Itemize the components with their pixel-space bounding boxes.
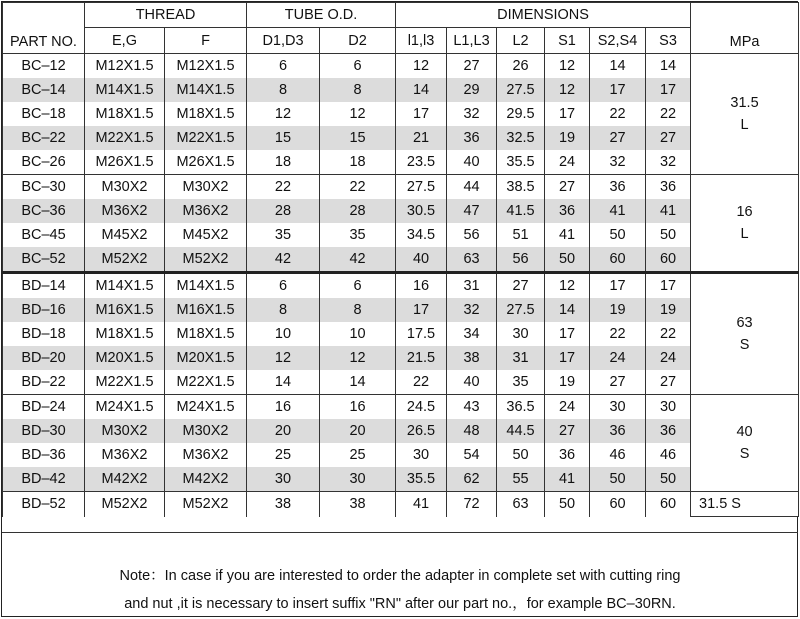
value-cell: M22X1.5 — [165, 126, 247, 150]
value-cell: 15 — [320, 126, 396, 150]
part-number-cell: BC–12 — [3, 54, 85, 79]
value-cell: 41 — [590, 199, 646, 223]
value-cell: 27 — [447, 54, 497, 79]
value-cell: 62 — [447, 467, 497, 492]
pressure-value: 31.5 — [699, 496, 728, 512]
value-cell: 35 — [497, 370, 545, 395]
value-cell: 25 — [247, 443, 320, 467]
value-cell: 16 — [396, 273, 447, 299]
value-cell: 36 — [646, 419, 691, 443]
table-row — [3, 298, 799, 322]
value-cell: 36.5 — [497, 395, 545, 420]
value-cell: 38 — [320, 492, 396, 517]
value-cell: 25 — [320, 443, 396, 467]
value-cell: 26.5 — [396, 419, 447, 443]
value-cell: 34 — [447, 322, 497, 346]
value-cell: 56 — [497, 247, 545, 273]
value-cell: M30X2 — [165, 419, 247, 443]
value-cell: 17 — [545, 322, 590, 346]
pressure-cell — [691, 54, 799, 175]
pressure-value: 16 — [736, 204, 753, 220]
value-cell: 20 — [320, 419, 396, 443]
value-cell: M36X2 — [85, 199, 165, 223]
value-cell: 27 — [646, 370, 691, 395]
value-cell: 36 — [646, 175, 691, 200]
value-cell: 29 — [447, 78, 497, 102]
table-row — [3, 419, 799, 443]
value-cell: 30 — [497, 322, 545, 346]
value-cell: 60 — [646, 247, 691, 273]
value-cell: M30X2 — [165, 175, 247, 200]
value-cell: 41 — [545, 467, 590, 492]
pressure-cell — [691, 395, 799, 492]
table-row — [3, 395, 799, 420]
value-cell: M20X1.5 — [165, 346, 247, 370]
value-cell: 60 — [590, 247, 646, 273]
value-cell: M26X1.5 — [165, 150, 247, 175]
value-cell: 8 — [247, 78, 320, 102]
value-cell: 38.5 — [497, 175, 545, 200]
spec-sheet — [1, 1, 798, 617]
header-l1-l3: L1,L3 — [447, 28, 497, 54]
value-cell: 50 — [590, 467, 646, 492]
value-cell: 60 — [590, 492, 646, 517]
part-number-cell: BC–26 — [3, 150, 85, 175]
value-cell: 38 — [447, 346, 497, 370]
value-cell: 46 — [646, 443, 691, 467]
value-cell: 12 — [320, 102, 396, 126]
value-cell: 63 — [447, 247, 497, 273]
value-cell: 12 — [545, 78, 590, 102]
value-cell: 14 — [320, 370, 396, 395]
pressure-value: 40 — [736, 424, 753, 440]
header-d1-d3: D1,D3 — [247, 28, 320, 54]
value-cell: 21 — [396, 126, 447, 150]
value-cell: 31 — [447, 273, 497, 299]
header-dimensions: DIMENSIONS — [396, 3, 691, 28]
value-cell: 6 — [320, 54, 396, 79]
value-cell: 26 — [497, 54, 545, 79]
value-cell: 19 — [590, 298, 646, 322]
value-cell: M16X1.5 — [165, 298, 247, 322]
value-cell: M52X2 — [165, 247, 247, 273]
value-cell: 12 — [320, 346, 396, 370]
value-cell: 40 — [447, 150, 497, 175]
value-cell: 20 — [247, 419, 320, 443]
value-cell: M24X1.5 — [85, 395, 165, 420]
value-cell: 17.5 — [396, 322, 447, 346]
value-cell: 16 — [247, 395, 320, 420]
value-cell: 16 — [320, 395, 396, 420]
value-cell: M45X2 — [165, 223, 247, 247]
value-cell: M14X1.5 — [85, 273, 165, 299]
value-cell: 72 — [447, 492, 497, 517]
part-number-cell: BC–14 — [3, 78, 85, 102]
value-cell: 41.5 — [497, 199, 545, 223]
part-number-cell: BD–14 — [3, 273, 85, 299]
pressure-cell — [691, 175, 799, 273]
value-cell: M14X1.5 — [165, 78, 247, 102]
value-cell: 44.5 — [497, 419, 545, 443]
value-cell: 40 — [396, 247, 447, 273]
table-row — [3, 467, 799, 492]
value-cell: 35.5 — [396, 467, 447, 492]
value-cell: 22 — [247, 175, 320, 200]
value-cell: 27.5 — [396, 175, 447, 200]
value-cell: 12 — [545, 54, 590, 79]
value-cell: 17 — [396, 102, 447, 126]
value-cell: 56 — [447, 223, 497, 247]
value-cell: 36 — [590, 419, 646, 443]
value-cell: 41 — [545, 223, 590, 247]
value-cell: 12 — [396, 54, 447, 79]
value-cell: M42X2 — [85, 467, 165, 492]
value-cell: 36 — [447, 126, 497, 150]
value-cell: 54 — [447, 443, 497, 467]
value-cell: 12 — [545, 273, 590, 299]
value-cell: 17 — [545, 346, 590, 370]
value-cell: 50 — [590, 223, 646, 247]
header-mpa: MPa — [691, 3, 799, 54]
value-cell: 50 — [497, 443, 545, 467]
value-cell: 44 — [447, 175, 497, 200]
value-cell: M30X2 — [85, 419, 165, 443]
part-number-cell: BC–52 — [3, 247, 85, 273]
part-number-cell: BC–36 — [3, 199, 85, 223]
table-row — [3, 273, 799, 299]
value-cell: 14 — [590, 54, 646, 79]
value-cell: M24X1.5 — [165, 395, 247, 420]
value-cell: 22 — [646, 102, 691, 126]
value-cell: 24 — [545, 395, 590, 420]
value-cell: 36 — [545, 199, 590, 223]
value-cell: 50 — [545, 247, 590, 273]
header-part-no: PART NO. — [3, 3, 85, 54]
value-cell: 14 — [247, 370, 320, 395]
part-number-cell: BD–52 — [3, 492, 85, 517]
value-cell: 30 — [396, 443, 447, 467]
part-number-cell: BD–18 — [3, 322, 85, 346]
header-l1-l3-lower: l1,l3 — [396, 28, 447, 54]
value-cell: 50 — [646, 467, 691, 492]
value-cell: 22 — [590, 322, 646, 346]
value-cell: 47 — [447, 199, 497, 223]
value-cell: 12 — [247, 346, 320, 370]
fitting-series: L — [740, 226, 749, 242]
value-cell: 21.5 — [396, 346, 447, 370]
value-cell: 17 — [646, 273, 691, 299]
table-row — [3, 150, 799, 175]
value-cell: 32 — [590, 150, 646, 175]
value-cell: 32.5 — [497, 126, 545, 150]
value-cell: M12X1.5 — [85, 54, 165, 79]
value-cell: 10 — [320, 322, 396, 346]
value-cell: 30 — [247, 467, 320, 492]
fitting-series: L — [740, 117, 749, 133]
value-cell: 24.5 — [396, 395, 447, 420]
fitting-series: S — [739, 446, 750, 462]
value-cell: 32 — [447, 298, 497, 322]
value-cell: 22 — [396, 370, 447, 395]
part-number-cell: BD–16 — [3, 298, 85, 322]
table-row — [3, 102, 799, 126]
table-row — [3, 443, 799, 467]
value-cell: 14 — [646, 54, 691, 79]
value-cell: 24 — [545, 150, 590, 175]
fitting-series: S — [731, 496, 741, 512]
note-box — [2, 532, 798, 617]
value-cell: 46 — [590, 443, 646, 467]
header-l2: L2 — [497, 28, 545, 54]
value-cell: M20X1.5 — [85, 346, 165, 370]
table-row — [3, 78, 799, 102]
part-number-cell: BC–22 — [3, 126, 85, 150]
adapter-spec-table — [2, 2, 799, 517]
value-cell: M14X1.5 — [85, 78, 165, 102]
table-row — [3, 175, 799, 200]
value-cell: 10 — [247, 322, 320, 346]
value-cell: 51 — [497, 223, 545, 247]
value-cell: 32 — [646, 150, 691, 175]
value-cell: 30 — [590, 395, 646, 420]
value-cell: 19 — [545, 370, 590, 395]
value-cell: M45X2 — [85, 223, 165, 247]
part-number-cell: BD–36 — [3, 443, 85, 467]
pressure-value: 31.5 — [730, 95, 759, 111]
value-cell: 31 — [497, 346, 545, 370]
value-cell: M30X2 — [85, 175, 165, 200]
value-cell: 50 — [646, 223, 691, 247]
value-cell: 27 — [590, 370, 646, 395]
value-cell: 22 — [590, 102, 646, 126]
table-row — [3, 126, 799, 150]
value-cell: 35.5 — [497, 150, 545, 175]
value-cell: 27 — [646, 126, 691, 150]
value-cell: 15 — [247, 126, 320, 150]
part-number-cell: BD–24 — [3, 395, 85, 420]
part-number-cell: BD–20 — [3, 346, 85, 370]
value-cell: 14 — [396, 78, 447, 102]
header-s1: S1 — [545, 28, 590, 54]
part-number-cell: BD–42 — [3, 467, 85, 492]
value-cell: 40 — [447, 370, 497, 395]
value-cell: M18X1.5 — [85, 322, 165, 346]
header-f: F — [165, 28, 247, 54]
part-number-cell: BD–22 — [3, 370, 85, 395]
note-line-2: and nut ,it is necessary to insert suffix "RN" after our part no.，for example BC–30RN. — [124, 596, 676, 612]
value-cell: M42X2 — [165, 467, 247, 492]
value-cell: 27 — [497, 273, 545, 299]
table-row — [3, 492, 799, 517]
value-cell: 6 — [320, 273, 396, 299]
value-cell: 28 — [320, 199, 396, 223]
value-cell: 30 — [646, 395, 691, 420]
table-row — [3, 54, 799, 79]
value-cell: M22X1.5 — [85, 370, 165, 395]
spec-table-body — [3, 54, 799, 517]
value-cell: 14 — [545, 298, 590, 322]
value-cell: 27 — [545, 419, 590, 443]
value-cell: 24 — [590, 346, 646, 370]
value-cell: 41 — [396, 492, 447, 517]
value-cell: 32 — [447, 102, 497, 126]
value-cell: 41 — [646, 199, 691, 223]
value-cell: 18 — [320, 150, 396, 175]
value-cell: 43 — [447, 395, 497, 420]
value-cell: M18X1.5 — [85, 102, 165, 126]
value-cell: M18X1.5 — [165, 322, 247, 346]
value-cell: 48 — [447, 419, 497, 443]
part-number-cell: BC–30 — [3, 175, 85, 200]
value-cell: 23.5 — [396, 150, 447, 175]
value-cell: 63 — [497, 492, 545, 517]
header-s3: S3 — [646, 28, 691, 54]
value-cell: 55 — [497, 467, 545, 492]
value-cell: M12X1.5 — [165, 54, 247, 79]
value-cell: M52X2 — [85, 247, 165, 273]
table-row — [3, 223, 799, 247]
value-cell: 50 — [545, 492, 590, 517]
part-number-cell: BC–45 — [3, 223, 85, 247]
value-cell: 17 — [590, 273, 646, 299]
part-number-cell: BD–30 — [3, 419, 85, 443]
value-cell: 42 — [320, 247, 396, 273]
value-cell: 19 — [545, 126, 590, 150]
value-cell: 30 — [320, 467, 396, 492]
value-cell: 19 — [646, 298, 691, 322]
value-cell: 27.5 — [497, 78, 545, 102]
value-cell: 18 — [247, 150, 320, 175]
value-cell: M22X1.5 — [85, 126, 165, 150]
fitting-series: S — [739, 337, 750, 353]
table-row — [3, 199, 799, 223]
value-cell: 27.5 — [497, 298, 545, 322]
value-cell: 36 — [545, 443, 590, 467]
value-cell: M36X2 — [165, 199, 247, 223]
pressure-cell — [691, 492, 799, 517]
value-cell: M22X1.5 — [165, 370, 247, 395]
table-row — [3, 346, 799, 370]
value-cell: M26X1.5 — [85, 150, 165, 175]
value-cell: 12 — [247, 102, 320, 126]
value-cell: 8 — [247, 298, 320, 322]
value-cell: 17 — [396, 298, 447, 322]
value-cell: M36X2 — [165, 443, 247, 467]
value-cell: 30.5 — [396, 199, 447, 223]
value-cell: 38 — [247, 492, 320, 517]
value-cell: 22 — [646, 322, 691, 346]
value-cell: 27 — [545, 175, 590, 200]
table-row — [3, 322, 799, 346]
value-cell: 17 — [590, 78, 646, 102]
value-cell: 28 — [247, 199, 320, 223]
value-cell: 17 — [646, 78, 691, 102]
pressure-value: 63 — [736, 315, 753, 331]
value-cell: M16X1.5 — [85, 298, 165, 322]
value-cell: 22 — [320, 175, 396, 200]
value-cell: 17 — [545, 102, 590, 126]
note-line-1: Note：In case if you are interested to order the adapter in complete set with cutting ring — [119, 568, 681, 584]
value-cell: M52X2 — [85, 492, 165, 517]
table-row — [3, 247, 799, 273]
part-number-cell: BC–18 — [3, 102, 85, 126]
value-cell: 29.5 — [497, 102, 545, 126]
pressure-cell — [691, 273, 799, 395]
header-tube-od: TUBE O.D. — [247, 3, 396, 28]
value-cell: 6 — [247, 273, 320, 299]
value-cell: 8 — [320, 78, 396, 102]
value-cell: 42 — [247, 247, 320, 273]
value-cell: 6 — [247, 54, 320, 79]
value-cell: 35 — [320, 223, 396, 247]
value-cell: 35 — [247, 223, 320, 247]
header-d2: D2 — [320, 28, 396, 54]
table-row — [3, 370, 799, 395]
header-thread: THREAD — [85, 3, 247, 28]
value-cell: M18X1.5 — [165, 102, 247, 126]
value-cell: 34.5 — [396, 223, 447, 247]
value-cell: 27 — [590, 126, 646, 150]
value-cell: 36 — [590, 175, 646, 200]
header-eg: E,G — [85, 28, 165, 54]
value-cell: M14X1.5 — [165, 273, 247, 299]
header-s2-s4: S2,S4 — [590, 28, 646, 54]
value-cell: 60 — [646, 492, 691, 517]
value-cell: 24 — [646, 346, 691, 370]
value-cell: 8 — [320, 298, 396, 322]
value-cell: M36X2 — [85, 443, 165, 467]
value-cell: M52X2 — [165, 492, 247, 517]
